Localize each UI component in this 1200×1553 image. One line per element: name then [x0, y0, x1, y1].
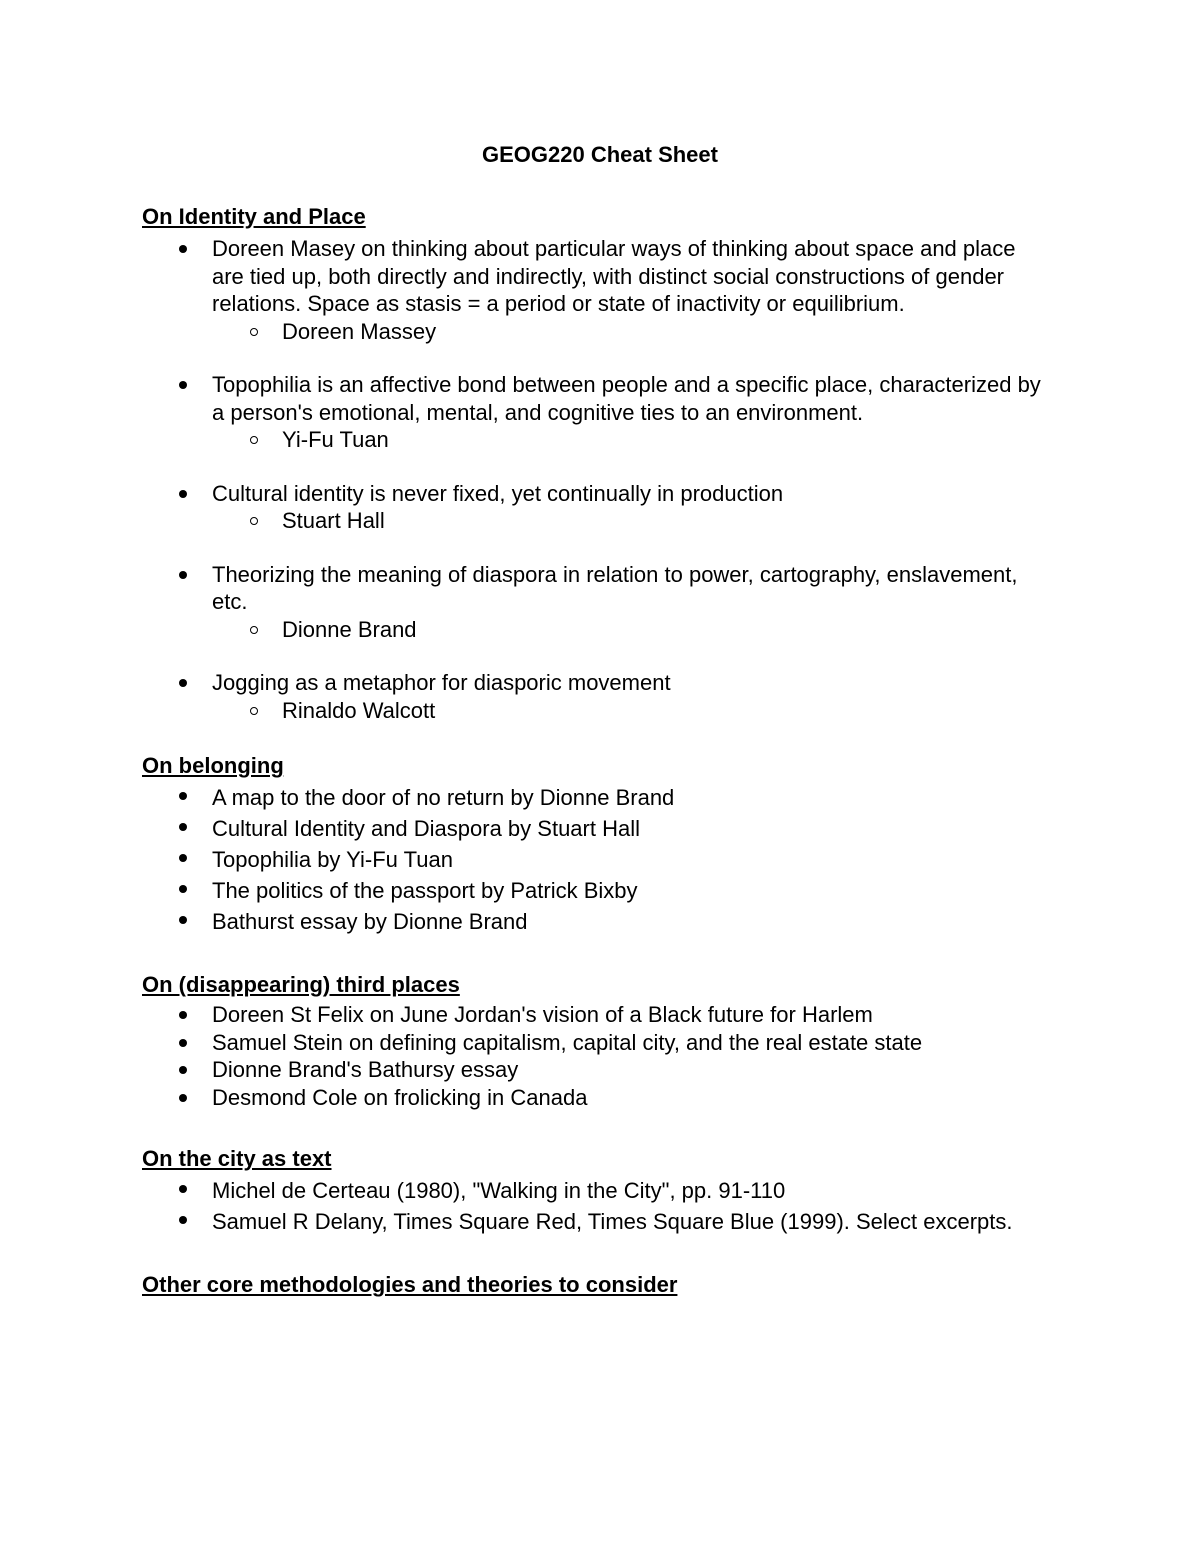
section-heading: Other core methodologies and theories to consider: [142, 1272, 678, 1297]
list-item: [142, 480, 1042, 535]
bullet-text: Theorizing the meaning of diaspora in relation to power, cartography, enslavement, etc.: [142, 561, 1042, 616]
list-item: Cultural Identity and Diaspora by Stuart Hall: [142, 813, 1042, 844]
sub-bullet-author: Yi-Fu Tuan: [142, 426, 1042, 454]
sub-bullet-author: Stuart Hall: [142, 507, 1042, 535]
list-item: [142, 561, 1042, 644]
section-heading: On (disappearing) third places: [142, 972, 460, 997]
sub-bullet-author: Dionne Brand: [142, 616, 1042, 644]
list-item: Desmond Cole on frolicking in Canada: [142, 1084, 1042, 1112]
bullet-text: Cultural identity is never fixed, yet continually in production: [142, 480, 1042, 508]
bullet-text: Jogging as a metaphor for diasporic movement: [142, 669, 1042, 697]
list-item: The politics of the passport by Patrick Bixby: [142, 875, 1042, 906]
document-body: [142, 203, 1042, 1299]
section-belonging: [142, 752, 1042, 937]
section-heading: On Identity and Place: [142, 204, 366, 229]
section-identity-and-place: [142, 203, 1042, 724]
bullet-text: Doreen Masey on thinking about particular ways of thinking about space and place are tied up, both directly and indirectly, with distinct social constructions of gender relations. Space as stasis = a period or state of inactivity or equilibrium.: [142, 235, 1042, 318]
page-title: GEOG220 Cheat Sheet: [482, 142, 718, 167]
list-item: [142, 371, 1042, 454]
section-heading: On the city as text: [142, 1146, 332, 1171]
sub-bullet-author: Doreen Massey: [142, 318, 1042, 346]
sub-bullet-author: Rinaldo Walcott: [142, 697, 1042, 725]
section-other-methodologies: [142, 1271, 1042, 1299]
list-item: [142, 669, 1042, 724]
section-heading: On belonging: [142, 753, 284, 778]
list-item: Dionne Brand's Bathursy essay: [142, 1056, 1042, 1084]
list-item: Bathurst essay by Dionne Brand: [142, 906, 1042, 937]
list-item: Samuel Stein on defining capitalism, capital city, and the real estate state: [142, 1029, 1042, 1057]
bullet-text: Topophilia is an affective bond between people and a specific place, characterized by a person's emotional, mental, and cognitive ties to an environment.: [142, 371, 1042, 426]
section-city-as-text: [142, 1145, 1042, 1237]
list-item: [142, 235, 1042, 345]
list-item: Samuel R Delany, Times Square Red, Times Square Blue (1999). Select excerpts.: [142, 1206, 1042, 1237]
section-third-places: [142, 971, 1042, 1111]
list-item: Topophilia by Yi-Fu Tuan: [142, 844, 1042, 875]
list-item: Doreen St Felix on June Jordan's vision of a Black future for Harlem: [142, 1001, 1042, 1029]
list-item: Michel de Certeau (1980), "Walking in the City", pp. 91-110: [142, 1175, 1042, 1206]
list-item: A map to the door of no return by Dionne Brand: [142, 782, 1042, 813]
